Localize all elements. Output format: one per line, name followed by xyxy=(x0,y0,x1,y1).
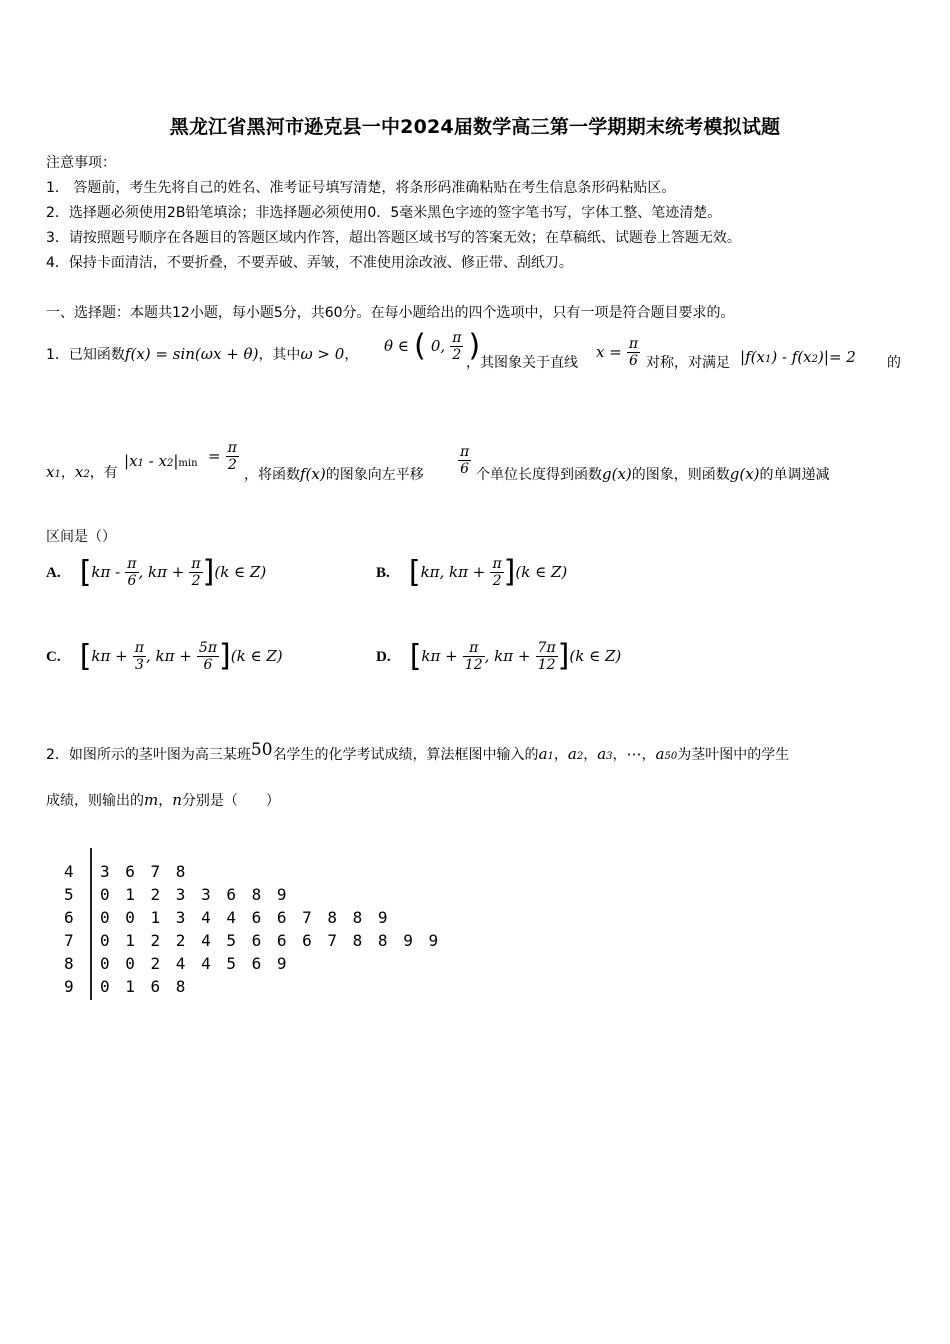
stem: 6 xyxy=(64,908,74,927)
q1-option-a[interactable]: A. [kπ - $\frac{\pi}{6}$ , kπ + $\frac{\pi}{2}$ ](k ∈ Z) xyxy=(46,554,267,590)
leaf-row: 0 1 2 2 4 5 6 6 6 7 8 8 9 9 xyxy=(100,931,442,950)
q1-text: 对称，对满足 xyxy=(646,355,730,371)
q1-frac-pi-6b: $\frac{\pi}{6}$ xyxy=(460,444,470,477)
notice-item: 4．保持卡面清洁，不要折叠，不要弄破、弄皱，不准使用涂改液、修正带、刮纸刀。 xyxy=(46,255,573,271)
leaf-row: 0 1 2 3 3 6 8 9 xyxy=(100,885,290,904)
notice-item: 1． 答题前，考生先将自己的姓名、准考证号填写清楚，将条形码准确粘贴在考生信息条形码粘贴区。 xyxy=(46,180,676,196)
q1-frac-pi-2: $\frac{\pi}{2}$ xyxy=(452,330,462,363)
stem: 7 xyxy=(64,931,74,950)
q1-option-d[interactable]: D. [kπ + $\frac{\pi}{12}$ , kπ + $\frac{7\pi}{12}$ ](k ∈ Z) xyxy=(376,638,622,674)
q1-omega-cond: ω > 0 xyxy=(300,345,345,363)
q1-zero: 0, xyxy=(430,337,446,355)
q1-abs-min: |x1 - x2|min xyxy=(124,452,198,470)
q1-frac-pi-6: $\frac{\pi}{6}$ xyxy=(628,336,639,369)
q1-min-value: = $\frac{\pi}{2}$ xyxy=(208,440,237,473)
q1-line1 xyxy=(46,344,358,364)
q1-line2c: 个单位长度得到函数g(x)的图象，则函数g(x)的单调递减 xyxy=(476,465,830,483)
q1-text: ，其中 xyxy=(258,347,301,363)
q1-text: ， xyxy=(344,347,359,363)
leaf-row: 0 0 2 4 4 5 6 9 xyxy=(100,954,290,973)
stem: 8 xyxy=(64,954,74,973)
section-heading: 一、选择题：本题共12小题，每小题5分，共60分。在每小题给出的四个选项中，只有一项是符合题目要求的。 xyxy=(46,305,735,321)
q1-paren: ( xyxy=(414,328,426,364)
q1-text: ，其图象关于直线 xyxy=(466,355,578,371)
stem: 9 xyxy=(64,977,74,996)
q1-option-c[interactable]: C. [kπ + $\frac{\pi}{3}$ , kπ + $\frac{5\pi}{6}$ ](k ∈ Z) xyxy=(46,638,283,674)
q1-line2b: ，将函数f(x)的图象向左平移 xyxy=(244,465,424,483)
q1-line2a: x1，x2，有 xyxy=(46,463,118,481)
q1-prefix: 1．已知函数 xyxy=(46,347,125,363)
q1-paren: ) xyxy=(468,328,481,364)
stem: 5 xyxy=(64,885,74,904)
q1-function: f(x) = sin(ωx + θ) xyxy=(124,345,259,363)
stem-leaf-divider xyxy=(90,848,92,1000)
q1-shift-frac xyxy=(458,444,471,477)
q1-x-eq: x = xyxy=(596,343,622,361)
q2-line2: 成绩，则输出的m，n分别是（ ） xyxy=(46,791,280,809)
q1-abs-diff: |f(x1) - f(x2)|= 2 xyxy=(740,348,856,366)
q1-frac-pi-2b: $\frac{\pi}{2}$ xyxy=(227,440,237,473)
q1-text: 区间是（） xyxy=(46,529,116,545)
leaf-row: 0 0 1 3 4 4 6 6 7 8 8 9 xyxy=(100,908,391,927)
page-title: 黑龙江省黑河市逊克县一中2024届数学高三第一学期期末统考模拟试题 xyxy=(169,116,781,138)
q1-line-eq xyxy=(596,336,640,369)
notice-item: 3．请按照题号顺序在各题目的答题区域内作答，超出答题区域书写的答案无效；在草稿纸、试题卷上答题无效。 xyxy=(46,230,741,246)
q1-theta-symbol: θ ∈ xyxy=(384,337,409,355)
stem: 4 xyxy=(64,862,74,881)
q1-text: 的 xyxy=(887,355,901,371)
notice-item: 2．选择题必须使用2B铅笔填涂；非选择题必须使用0．5毫米黑色字迹的签字笔书写，字体工整、笔迹清楚。 xyxy=(46,205,722,221)
q1-option-b[interactable]: B. [kπ, kπ + $\frac{\pi}{2}$ ](k ∈ Z) xyxy=(376,554,568,590)
leaf-row: 3 6 7 8 xyxy=(100,862,189,881)
leaf-row: 0 1 6 8 xyxy=(100,977,189,996)
q2-line1: 2．如图所示的茎叶图为高三某班50名学生的化学考试成绩，算法框图中输入的a1，a2，a3，⋯，a50为茎叶图中的学生 xyxy=(46,740,790,763)
notice-heading: 注意事项： xyxy=(46,155,116,171)
